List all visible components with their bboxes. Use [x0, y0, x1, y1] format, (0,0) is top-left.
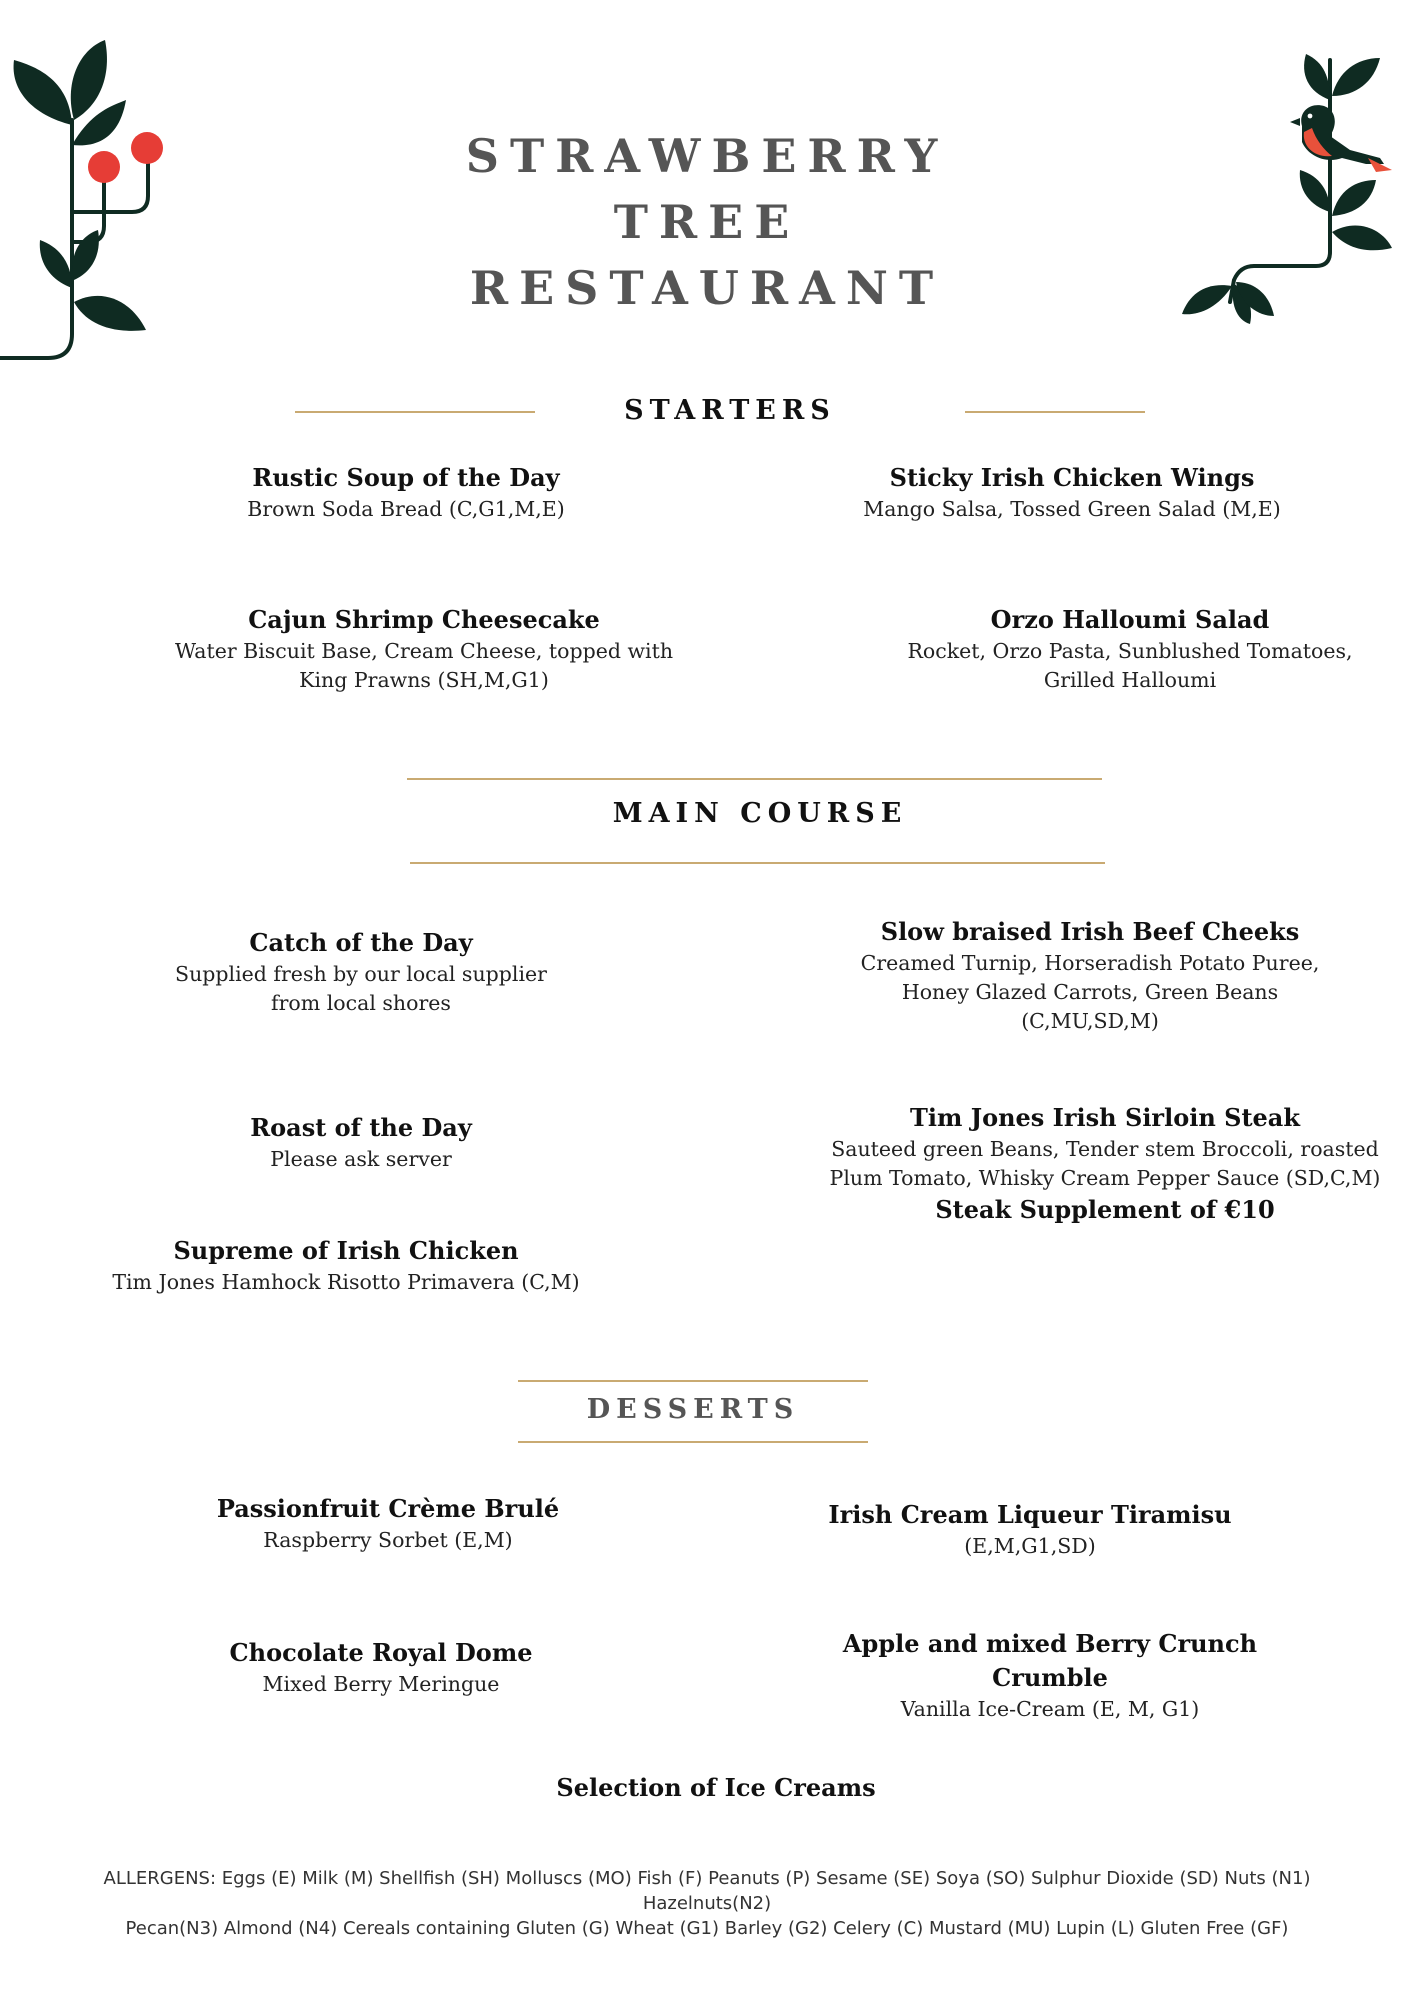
menu-item: [516, 1771, 916, 1805]
menu-item: [156, 461, 656, 524]
desserts-rule-bottom: [518, 1441, 868, 1443]
item-description: Rocket, Orzo Pasta, Sunblushed Tomatoes, Grilled Halloumi: [907, 639, 1353, 692]
item-description: Raspberry Sorbet (E,M): [263, 1528, 513, 1552]
item-description: Supplied fresh by our local supplier from local shores: [175, 962, 547, 1015]
title-line-1: STRAWBERRY: [465, 129, 949, 183]
item-name: Tim Jones Irish Sirloin Steak: [910, 1103, 1300, 1132]
item-name: Slow braised Irish Beef Cheeks: [880, 917, 1300, 946]
menu-item: [830, 915, 1350, 1036]
item-description: Sauteed green Beans, Tender stem Broccoli, roasted Plum Tomato, Whisky Cream Pepper Sauce (SD,C,M): [829, 1137, 1381, 1190]
item-description: Brown Soda Bread (C,G1,M,E): [247, 497, 565, 521]
menu-item: [181, 1636, 581, 1699]
title-line-2: TREE: [613, 195, 801, 249]
item-name: Sticky Irish Chicken Wings: [889, 463, 1255, 492]
item-name: Supreme of Irish Chicken: [173, 1236, 519, 1265]
menu-item: [825, 1101, 1385, 1227]
allergens-line-1: ALLERGENS: Eggs (E) Milk (M) Shellfish (SH) Molluscs (MO) Fish (F) Peanuts (P) Sesame (SE) Soya (SO) Sulphur Dioxide (SD) Nuts (N1) Hazelnuts(N2): [103, 1868, 1311, 1914]
main-course-rule-bottom: [410, 862, 1105, 864]
item-name: Selection of Ice Creams: [556, 1773, 876, 1802]
menu-item: [800, 1498, 1260, 1561]
main-course-heading: MAIN COURSE: [612, 798, 908, 829]
desserts-heading: DESSERTS: [586, 1394, 800, 1425]
steak-supplement: Steak Supplement of €10: [935, 1195, 1275, 1224]
starters-heading: STARTERS: [624, 395, 836, 426]
menu-item: [106, 1234, 586, 1297]
item-description: Creamed Turnip, Horseradish Potato Puree, Honey Glazed Carrots, Green Beans (C,MU,SD,M): [860, 951, 1320, 1033]
item-name: Rustic Soup of the Day: [252, 463, 560, 492]
item-name: Roast of the Day: [250, 1113, 472, 1142]
item-description: Please ask server: [270, 1147, 452, 1171]
restaurant-title: [400, 123, 1014, 321]
main-course-rule-top: [407, 778, 1102, 780]
item-description: (E,M,G1,SD): [964, 1534, 1096, 1558]
starters-rule-right: [965, 411, 1145, 413]
robin-on-branch-icon: [1170, 40, 1414, 330]
menu-item: [161, 1111, 561, 1174]
item-name: Irish Cream Liqueur Tiramisu: [828, 1500, 1232, 1529]
item-description: Tim Jones Hamhock Risotto Primavera (C,M): [112, 1270, 580, 1294]
menu-item: [188, 1492, 588, 1555]
item-name: Passionfruit Crème Brulé: [216, 1494, 560, 1523]
title-line-3: RESTAURANT: [469, 261, 945, 315]
menu-item: [156, 926, 566, 1018]
starters-rule-left: [295, 411, 535, 413]
menu-item: [150, 603, 698, 695]
desserts-rule-top: [518, 1380, 868, 1382]
item-name: Cajun Shrimp Cheesecake: [248, 605, 600, 634]
allergens-line-2: Pecan(N3) Almond (N4) Cereals containing Gluten (G) Wheat (G1) Barley (G2) Celery (C) Mustard (MU) Lupin (L) Gluten Free (GF): [125, 1918, 1289, 1939]
allergens-note: [40, 1866, 1374, 1941]
item-name: Apple and mixed Berry Crunch Crumble: [842, 1629, 1258, 1692]
item-description: Vanilla Ice-Cream (E, M, G1): [900, 1697, 1200, 1721]
item-name: Chocolate Royal Dome: [229, 1638, 533, 1667]
item-description: Mixed Berry Meringue: [262, 1672, 500, 1696]
item-description: Water Biscuit Base, Cream Cheese, topped with King Prawns (SH,M,G1): [174, 639, 674, 692]
item-name: Orzo Halloumi Salad: [990, 605, 1270, 634]
item-name: Catch of the Day: [249, 928, 473, 957]
menu-item: [902, 603, 1358, 695]
item-description: Mango Salsa, Tossed Green Salad (M,E): [863, 497, 1281, 521]
berry-branch-icon: [0, 30, 180, 370]
menu-item: [822, 461, 1322, 524]
menu-item: [790, 1627, 1310, 1724]
